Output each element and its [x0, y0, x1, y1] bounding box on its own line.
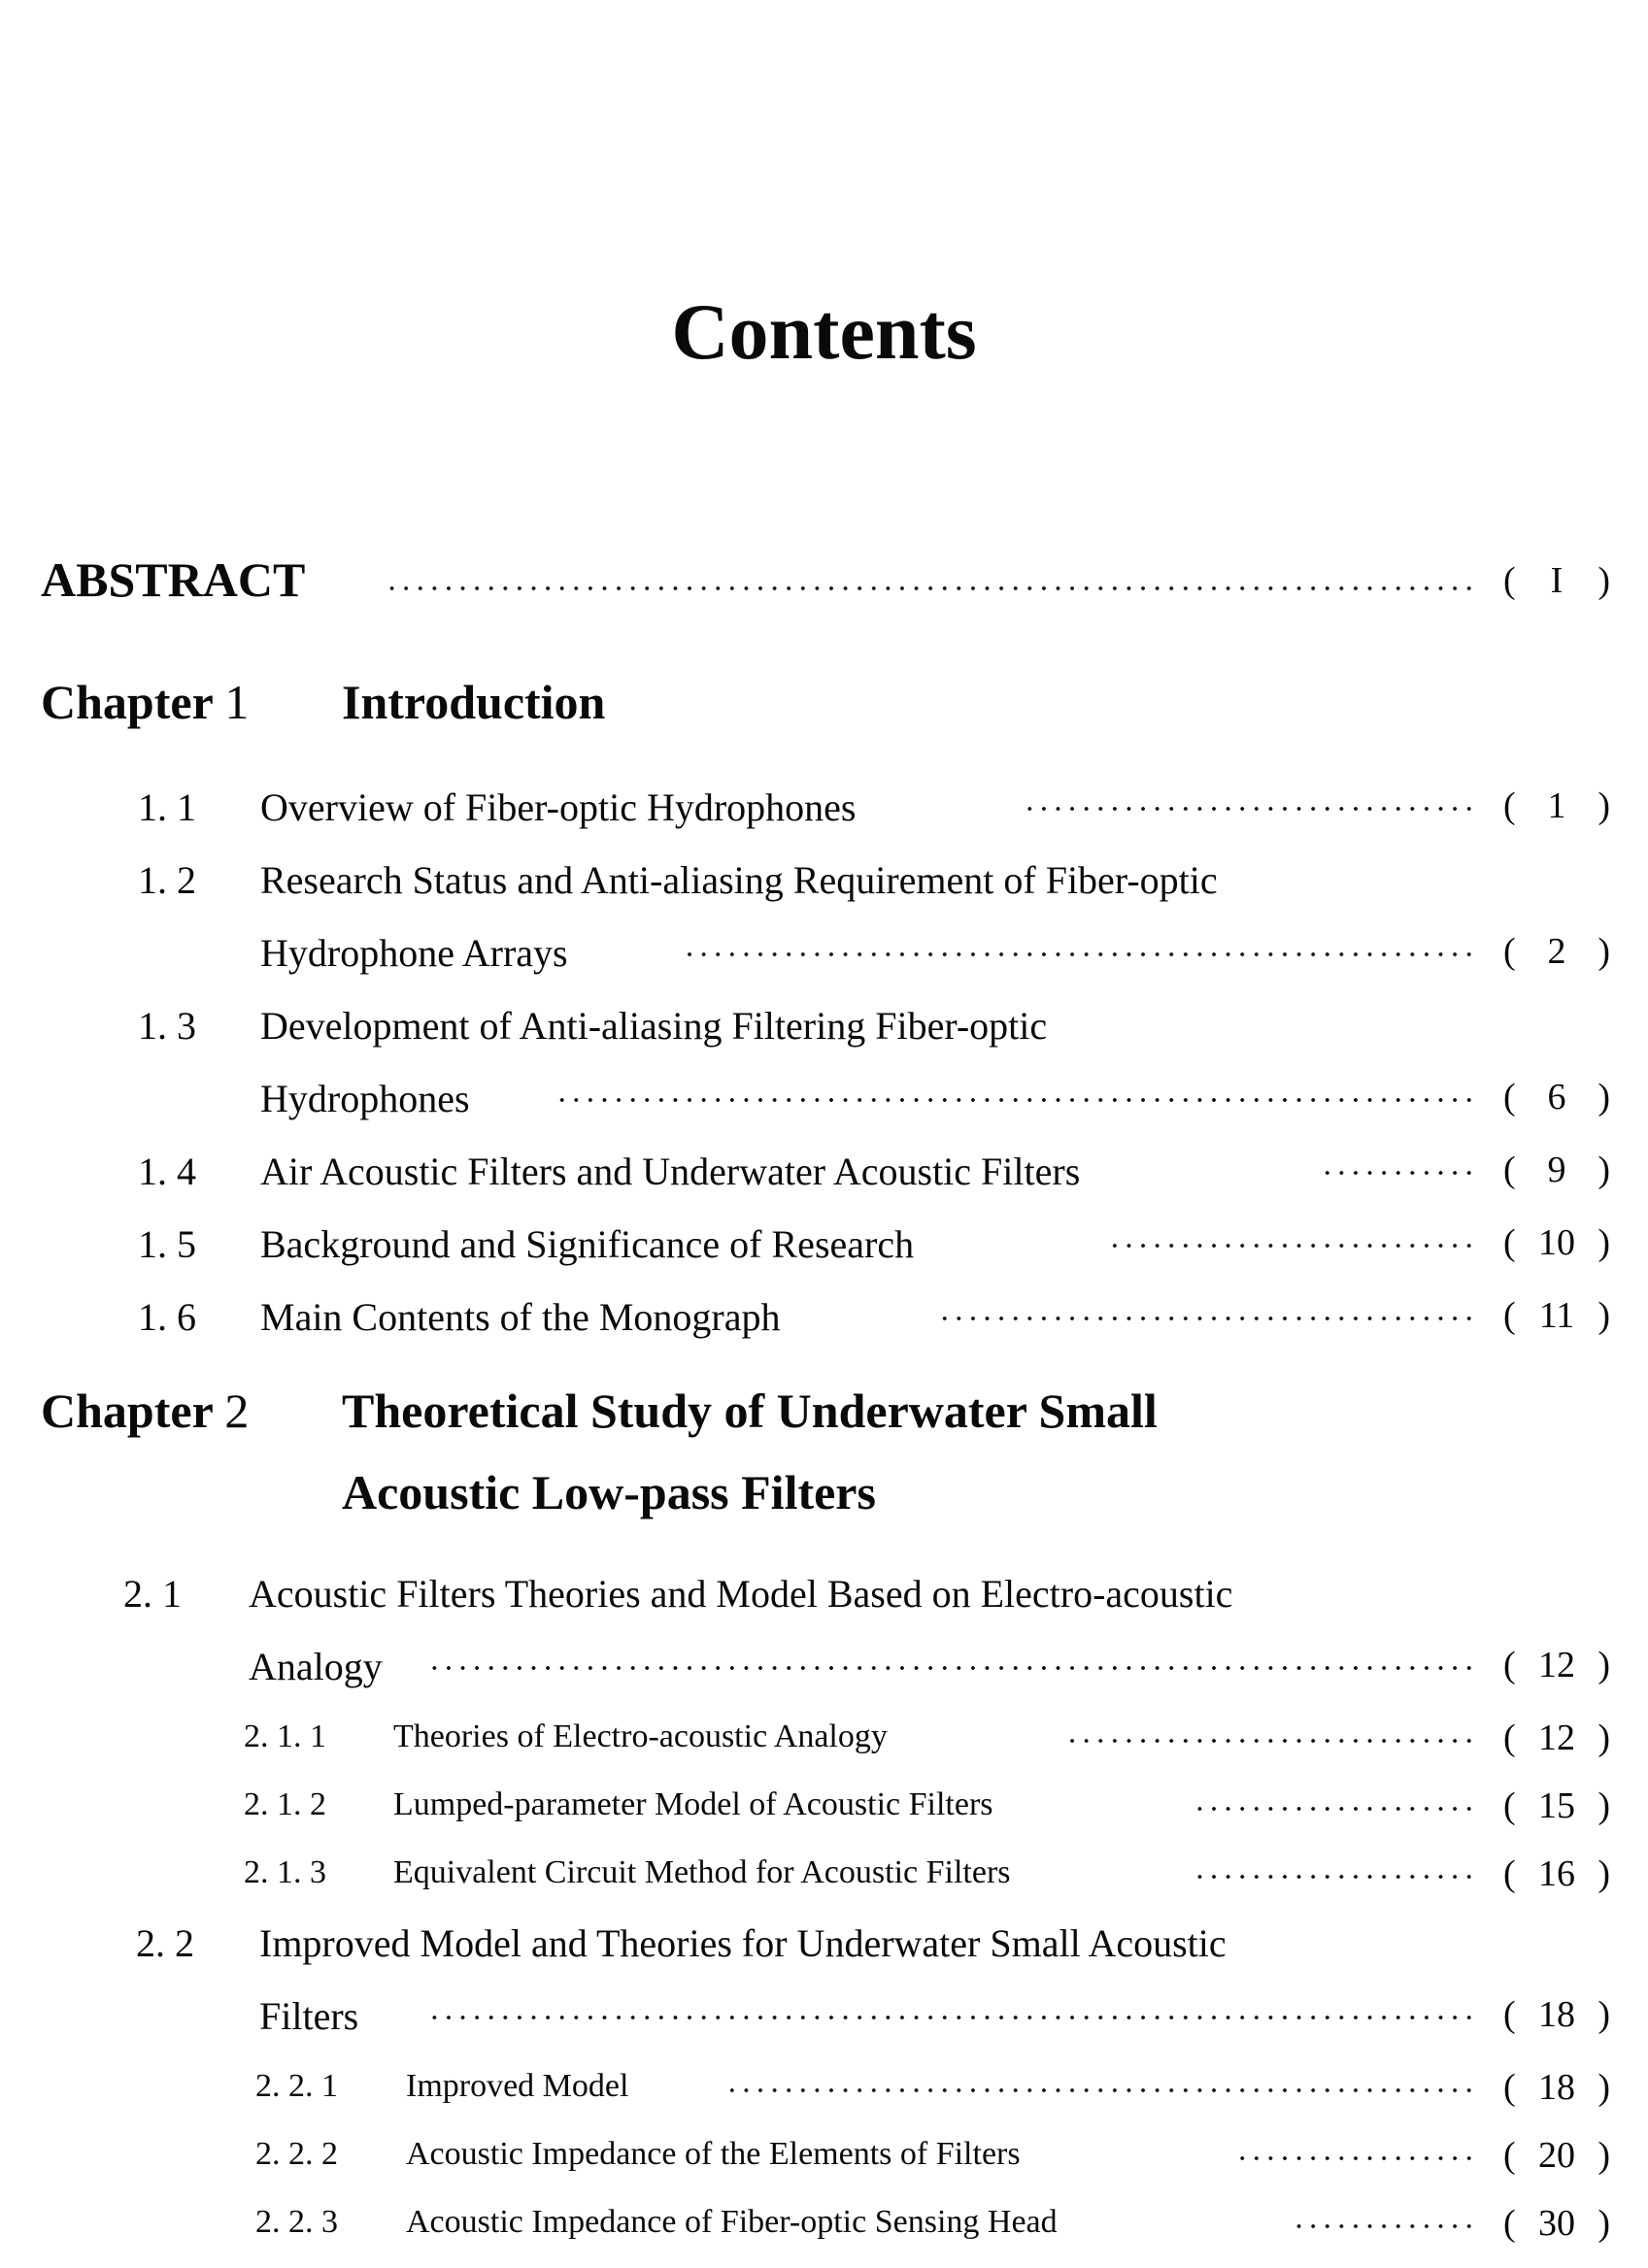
- page-number: ( 2 ): [1503, 931, 1610, 972]
- dot-leader: [723, 2088, 1476, 2092]
- section-title: Acoustic Filters Theories and Model Based on Electro-acoustic: [249, 1572, 1233, 1616]
- toc-entry-section[interactable]: [0, 1571, 1648, 1629]
- chapter-title: Introduction: [342, 675, 606, 729]
- subsection-number: 2. 2. 3: [255, 2204, 338, 2240]
- toc-entry-subsection[interactable]: [0, 1784, 1648, 1843]
- dot-leader: [1294, 2224, 1476, 2228]
- toc-entry-section[interactable]: [0, 1003, 1648, 1061]
- section-title: Improved Model and Theories for Underwater Small Acoustic: [259, 1921, 1227, 1965]
- section-number: 1. 2: [138, 858, 196, 902]
- subsection-title: Theories of Electro-acoustic Analogy: [393, 1718, 888, 1754]
- page-number: ( 11 ): [1503, 1295, 1610, 1336]
- chapter-title: Theoretical Study of Underwater Small: [342, 1384, 1158, 1438]
- dot-leader: [1022, 807, 1476, 811]
- dot-leader: [1235, 2156, 1476, 2160]
- page-number: ( 18 ): [1503, 2067, 1610, 2108]
- toc-entry-continuation[interactable]: [0, 930, 1648, 988]
- toc-entry-section[interactable]: [0, 857, 1648, 916]
- subsection-title: Improved Model: [406, 2068, 629, 2104]
- section-title: Development of Anti-aliasing Filtering Fiber-optic: [260, 1004, 1048, 1048]
- toc-entry-section[interactable]: [0, 1149, 1648, 1207]
- dot-leader: [1070, 1739, 1476, 1743]
- subsection-number: 2. 1. 1: [244, 1718, 326, 1754]
- toc-entry-section[interactable]: [0, 784, 1648, 843]
- toc-entry-section[interactable]: [0, 1221, 1648, 1280]
- subsection-number: 2. 1. 2: [244, 1786, 326, 1822]
- section-title-continued: Analogy: [249, 1645, 383, 1688]
- subsection-number: 2. 2. 2: [255, 2136, 338, 2172]
- section-number: 1. 1: [138, 785, 196, 829]
- toc-entry-subsection[interactable]: [0, 2066, 1648, 2124]
- dot-leader: [555, 1098, 1476, 1102]
- section-title-continued: Hydrophones: [260, 1077, 470, 1120]
- dot-leader: [427, 1666, 1476, 1670]
- entry-title: ABSTRACT: [41, 552, 306, 607]
- section-number: 1. 5: [138, 1222, 196, 1266]
- subsection-title: Acoustic Impedance of Fiber-optic Sensing Head: [406, 2204, 1058, 2240]
- dot-leader: [940, 1317, 1476, 1320]
- toc-entry-section[interactable]: [0, 1920, 1648, 1979]
- page-number: ( 9 ): [1503, 1150, 1610, 1190]
- subsection-title: Lumped-parameter Model of Acoustic Filters: [393, 1786, 993, 1822]
- subsection-title: Acoustic Impedance of the Elements of Filters: [406, 2136, 1021, 2172]
- toc-entry-subsection[interactable]: [0, 1852, 1648, 1911]
- dot-leader: [388, 586, 1476, 590]
- dot-leader: [1107, 1244, 1476, 1248]
- dot-leader: [432, 2016, 1476, 2019]
- dot-leader: [1319, 1171, 1476, 1175]
- section-number: 1. 3: [138, 1004, 196, 1048]
- page-number: ( I ): [1503, 560, 1610, 601]
- section-number: 1. 4: [138, 1150, 196, 1193]
- subsection-number: 2. 1. 3: [244, 1854, 326, 1890]
- section-title: Overview of Fiber-optic Hydrophones: [260, 785, 857, 829]
- page-number: ( 12 ): [1503, 1718, 1610, 1758]
- dot-leader: [1194, 1807, 1476, 1811]
- dot-leader: [680, 952, 1476, 956]
- page-number: ( 15 ): [1503, 1785, 1610, 1826]
- toc-entry-subsection[interactable]: [0, 1717, 1648, 1775]
- toc-entry-continuation[interactable]: [0, 1076, 1648, 1134]
- section-title-continued: Filters: [259, 1994, 359, 2038]
- subsection-number: 2. 2. 1: [255, 2068, 338, 2104]
- toc-entry-section[interactable]: [0, 1294, 1648, 1352]
- page-number: ( 10 ): [1503, 1222, 1610, 1263]
- section-number: 1. 6: [138, 1295, 196, 1339]
- subsection-title: Equivalent Circuit Method for Acoustic Filters: [393, 1854, 1011, 1890]
- page-number: ( 6 ): [1503, 1077, 1610, 1117]
- toc-entry-abstract[interactable]: [0, 551, 1648, 610]
- page-number: ( 20 ): [1503, 2135, 1610, 2176]
- page-number: ( 30 ): [1503, 2203, 1610, 2244]
- toc-entry-subsection[interactable]: [0, 2134, 1648, 2192]
- toc-entry-continuation[interactable]: [0, 1993, 1648, 2051]
- section-number: 2. 2: [136, 1921, 194, 1965]
- section-title: Research Status and Anti-aliasing Requirement of Fiber-optic: [260, 858, 1218, 902]
- page-number: ( 1 ): [1503, 785, 1610, 826]
- section-title: Background and Significance of Research: [260, 1222, 915, 1266]
- page-title: Contents: [671, 287, 977, 376]
- page-number: ( 18 ): [1503, 1994, 1610, 2035]
- section-title: Air Acoustic Filters and Underwater Acoustic Filters: [260, 1150, 1081, 1193]
- section-title: Main Contents of the Monograph: [260, 1295, 781, 1339]
- toc-entry-subsection[interactable]: [0, 2202, 1648, 2260]
- chapter-label: Chapter 1: [41, 675, 250, 729]
- section-title-continued: Hydrophone Arrays: [260, 931, 568, 975]
- dot-leader: [1194, 1875, 1476, 1879]
- section-number: 2. 1: [123, 1572, 182, 1616]
- chapter-title-continued: Acoustic Low-pass Filters: [342, 1465, 876, 1519]
- page-number: ( 16 ): [1503, 1853, 1610, 1894]
- chapter-label: Chapter 2: [41, 1384, 250, 1438]
- chapter-heading[interactable]: [0, 1383, 1648, 1518]
- toc-entry-continuation[interactable]: [0, 1644, 1648, 1702]
- page-number: ( 12 ): [1503, 1645, 1610, 1685]
- chapter-heading[interactable]: [0, 674, 1648, 732]
